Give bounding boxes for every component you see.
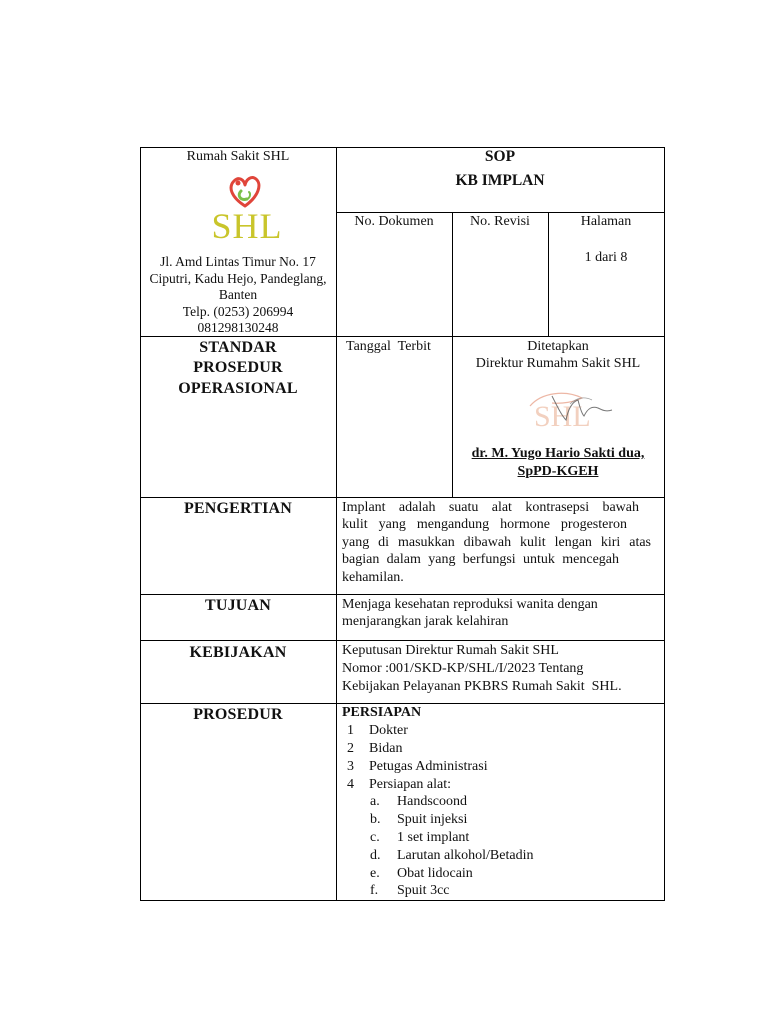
row-divider-tujuan <box>140 594 664 595</box>
sub-list-letter: f. <box>370 883 379 898</box>
tujuan-label: TUJUAN <box>204 597 272 614</box>
pengertian-line: Implant adalah suatu alat kontrasepsi bawah <box>342 500 639 515</box>
sub-list-text: 1 set implant <box>397 830 470 845</box>
hospital-name: Rumah Sakit SHL <box>186 149 290 164</box>
sub-list-text: Larutan alkohol/Betadin <box>397 848 534 863</box>
header-col-divider-2 <box>548 212 549 336</box>
row-divider-kebijakan <box>140 640 664 641</box>
stamp-text: SHL <box>534 400 591 433</box>
kebijakan-line: Keputusan Direktur Rumah Sakit SHL <box>342 643 559 658</box>
director-title: Direktur Rumahm Sakit SHL <box>475 356 641 371</box>
sub-list-text: Obat lidocain <box>397 866 473 881</box>
kebijakan-line: Nomor :001/SKD-KP/SHL/I/2023 Tentang <box>342 661 584 676</box>
address-line: Ciputri, Kadu Hejo, Pandeglang, <box>149 271 327 286</box>
pengertian-line: bagian dalam yang berfungsi untuk mencegah <box>342 552 619 567</box>
list-item-number: 3 <box>347 759 354 774</box>
sub-list-text: Spuit injeksi <box>397 812 468 827</box>
sub-list-letter: a. <box>370 794 380 809</box>
kebijakan-line: Kebijakan Pelayanan PKBRS Rumah Sakit SHL. <box>342 679 622 694</box>
halaman-value: 1 dari 8 <box>584 250 628 265</box>
list-item-number: 1 <box>347 723 354 738</box>
address-line: Jl. Amd Lintas Timur No. 17 <box>160 254 316 269</box>
no-dokumen-label: No. Dokumen <box>354 214 434 229</box>
signer-title: SpPD-KGEH <box>517 464 599 479</box>
sub-list-letter: d. <box>370 848 381 863</box>
ditetapkan-label: Ditetapkan <box>527 339 589 354</box>
list-item-text: Bidan <box>369 741 403 756</box>
table-column-divider <box>336 147 337 901</box>
tujuan-line: Menjaga kesehatan reproduksi wanita dengan <box>342 597 598 612</box>
table-border-right <box>664 147 665 901</box>
no-revisi-label: No. Revisi <box>470 214 530 229</box>
list-item-text: Dokter <box>369 723 408 738</box>
sub-list-text: Handscoond <box>397 794 467 809</box>
table-border-bottom <box>140 900 665 901</box>
row-divider-sop <box>140 336 664 337</box>
sub-list-letter: b. <box>370 812 381 827</box>
sop-label-line: PROSEDUR <box>193 359 283 376</box>
address-line: Banten <box>218 287 258 302</box>
persiapan-heading: PERSIAPAN <box>342 705 422 720</box>
pengertian-line: kulit yang mengandung hormone progesteron <box>342 517 627 532</box>
header-col-divider-1 <box>452 212 453 336</box>
sub-list-letter: c. <box>370 830 380 845</box>
signer-name: dr. M. Yugo Hario Sakti dua, <box>471 446 645 461</box>
list-item-number: 2 <box>347 741 354 756</box>
hospital-logo-icon <box>224 172 266 210</box>
tujuan-line: menjarangkan jarak kelahiran <box>342 614 509 629</box>
list-item-text: Petugas Administrasi <box>369 759 488 774</box>
sop-label-line: STANDAR <box>199 339 277 356</box>
doc-type: SOP <box>484 148 516 165</box>
signature-stamp-icon <box>522 386 618 434</box>
pengertian-line: yang di masukkan dibawah kulit lengan kiri atas <box>342 535 651 550</box>
pengertian-line: kehamilan. <box>342 570 404 585</box>
sub-list-letter: e. <box>370 866 380 881</box>
list-item-text: Persiapan alat: <box>369 777 452 792</box>
hospital-logo-text: SHL <box>211 206 283 246</box>
halaman-label: Halaman <box>580 214 632 229</box>
sub-list-text: Spuit 3cc <box>397 883 450 898</box>
row-divider-pengertian <box>140 497 664 498</box>
address-mobile: 081298130248 <box>197 320 279 335</box>
doc-title: KB IMPLAN <box>455 172 545 189</box>
tanggal-terbit-label: Tanggal Terbit <box>346 339 431 354</box>
sop-label-line: OPERASIONAL <box>178 380 298 397</box>
pengertian-label: PENGERTIAN <box>183 500 293 517</box>
kebijakan-label: KEBIJAKAN <box>189 644 287 661</box>
address-phone: Telp. (0253) 206994 <box>182 304 294 319</box>
list-item-number: 4 <box>347 777 354 792</box>
prosedur-label: PROSEDUR <box>193 706 283 723</box>
